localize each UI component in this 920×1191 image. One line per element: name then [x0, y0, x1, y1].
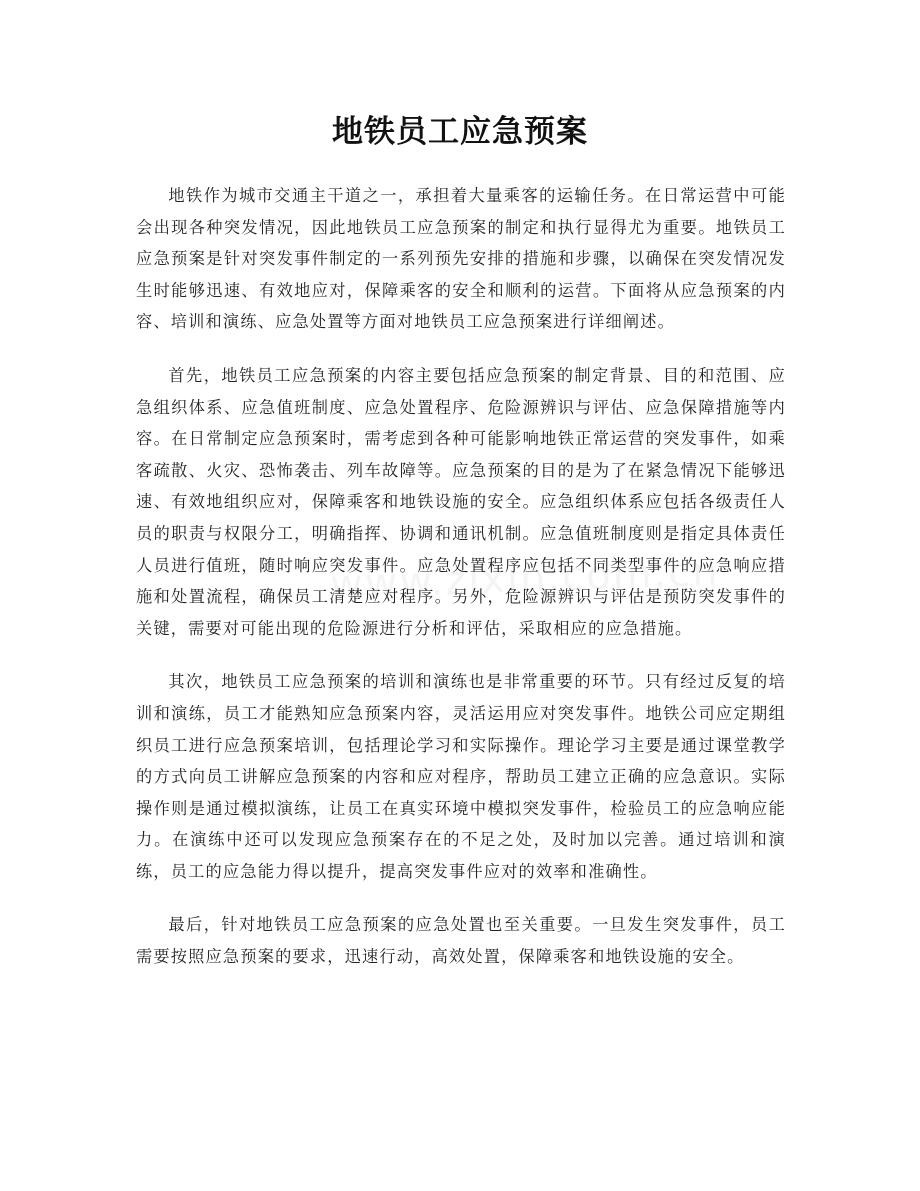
- paragraph-response: 最后，针对地铁员工应急预案的应急处置也至关重要。一旦发生突发事件，员工需要按照应急预案的要求，迅速行动，高效处置，保障乘客和地铁设施的安全。: [136, 915, 786, 967]
- paragraph-intro: 地铁作为城市交通主干道之一，承担着大量乘客的运输任务。在日常运营中可能会出现各种突发情况，因此地铁员工应急预案的制定和执行显得尤为重要。地铁员工应急预案是针对突发事件制定的一系列预先安排的措施和步骤，以确保在突发情况发生时能够迅速、有效地应对，保障乘客的安全和顺利的运营。下面将从应急预案的内容、培训和演练、应急处置等方面对地铁员工应急预案进行详细阐述。: [136, 186, 786, 332]
- paragraph-training: 其次，地铁员工应急预案的培训和演练也是非常重要的环节。只有经过反复的培训和演练，员工才能熟知应急预案内容，灵活运用应对突发事件。地铁公司应定期组织员工进行应急预案培训，包括理论学习和实际操作。理论学习主要是通过课堂教学的方式向员工讲解应急预案的内容和应对程序，帮助员工建立正确的应急意识。实际操作则是通过模拟演练，让员工在真实环境中模拟突发事件，检验员工的应急响应能力。在演练中还可以发现应急预案存在的不足之处，及时加以完善。通过培训和演练，员工的应急能力得以提升，提高突发事件应对的效率和准确性。: [136, 672, 786, 881]
- document-body: [136, 180, 786, 995]
- paragraph-content: 首先，地铁员工应急预案的内容主要包括应急预案的制定背景、目的和范围、应急组织体系、应急值班制度、应急处置程序、危险源辨识与评估、应急保障措施等内容。在日常制定应急预案时，需考虑到各种可能影响地铁正常运营的突发事件，如乘客疏散、火灾、恐怖袭击、列车故障等。应急预案的目的是为了在紧急情况下能够迅速、有效地组织应对，保障乘客和地铁设施的安全。应急组织体系应包括各级责任人员的职责与权限分工，明确指挥、协调和通讯机制。应急值班制度则是指定具体责任人员进行值班，随时响应突发事件。应急处置程序应包括不同类型事件的应急响应措施和处置流程，确保员工清楚应对程序。另外，危险源辨识与评估是预防突发事件的关键，需要对可能出现的危险源进行分析和评估，采取相应的应急措施。: [136, 365, 786, 638]
- document-title: 地铁员工应急预案: [332, 114, 588, 150]
